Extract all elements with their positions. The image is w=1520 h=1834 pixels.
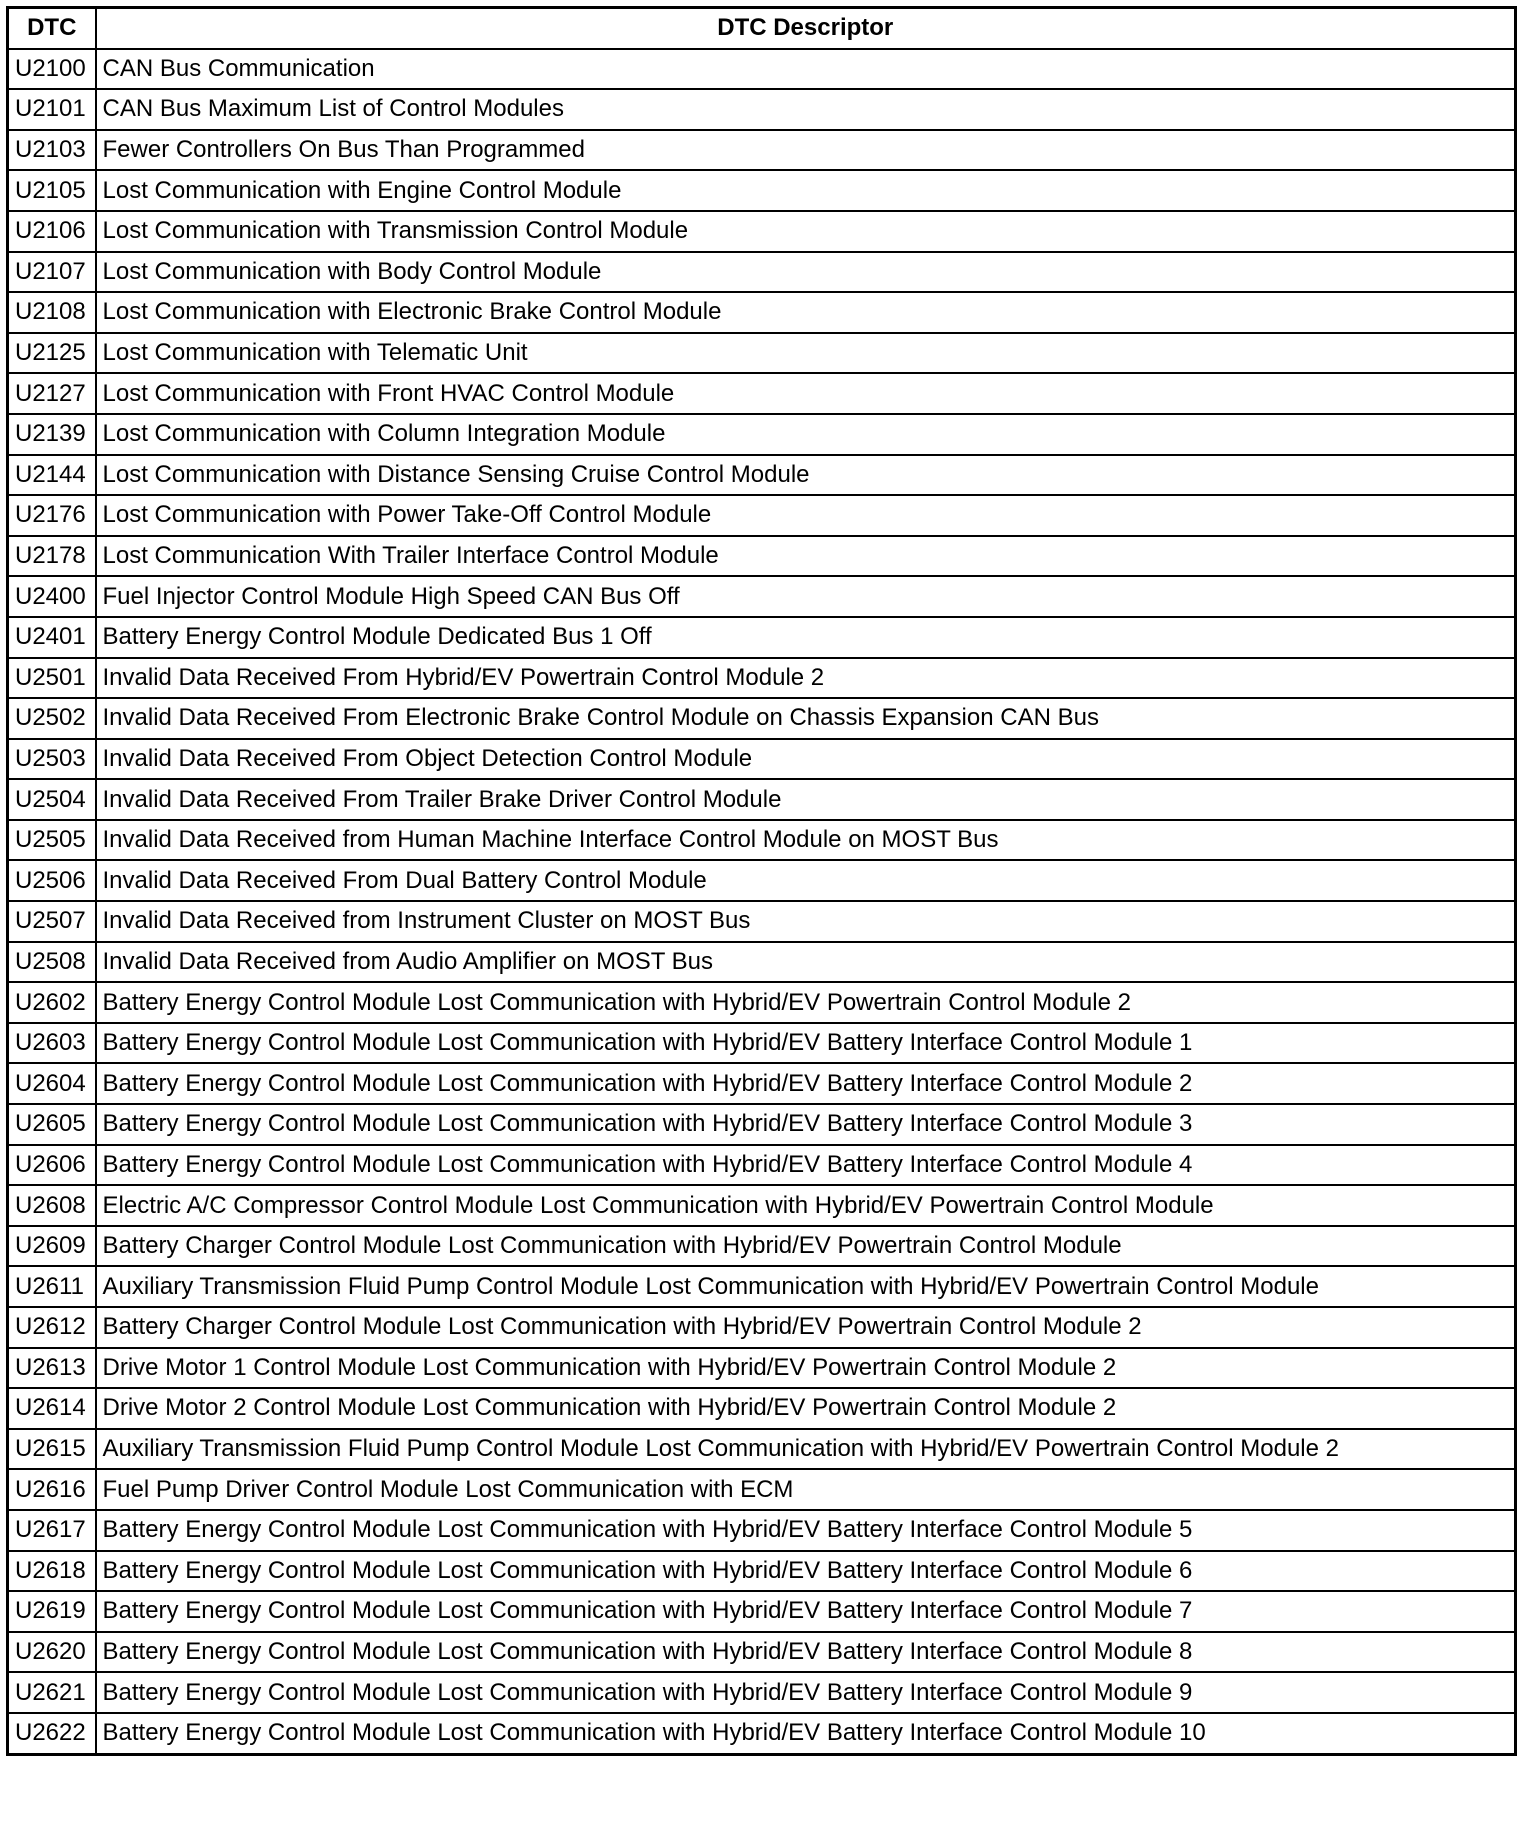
dtc-descriptor-cell: Lost Communication with Front HVAC Control Module: [96, 373, 1516, 414]
dtc-code-cell: U2606: [8, 1145, 96, 1186]
dtc-table: [6, 6, 1517, 1756]
dtc-descriptor-cell: CAN Bus Maximum List of Control Modules: [96, 89, 1516, 130]
dtc-descriptor-cell: Battery Energy Control Module Lost Communication with Hybrid/EV Battery Interface Control Module 9: [96, 1672, 1516, 1713]
dtc-descriptor-cell: Battery Charger Control Module Lost Communication with Hybrid/EV Powertrain Control Module 2: [96, 1307, 1516, 1348]
dtc-descriptor-cell: Fuel Pump Driver Control Module Lost Communication with ECM: [96, 1469, 1516, 1510]
table-row: [8, 576, 1516, 617]
dtc-code-cell: U2605: [8, 1104, 96, 1145]
dtc-descriptor-cell: Drive Motor 2 Control Module Lost Communication with Hybrid/EV Powertrain Control Module 2: [96, 1388, 1516, 1429]
dtc-code-cell: U2139: [8, 414, 96, 455]
dtc-code-cell: U2620: [8, 1632, 96, 1673]
dtc-code-cell: U2506: [8, 860, 96, 901]
dtc-descriptor-cell: Invalid Data Received from Instrument Cluster on MOST Bus: [96, 901, 1516, 942]
dtc-code-cell: U2612: [8, 1307, 96, 1348]
dtc-code-cell: U2100: [8, 49, 96, 90]
table-row: [8, 1307, 1516, 1348]
dtc-code-cell: U2108: [8, 292, 96, 333]
dtc-descriptor-cell: Battery Energy Control Module Lost Communication with Hybrid/EV Battery Interface Control Module 10: [96, 1713, 1516, 1754]
dtc-descriptor-cell: Invalid Data Received From Hybrid/EV Powertrain Control Module 2: [96, 658, 1516, 699]
dtc-code-cell: U2617: [8, 1510, 96, 1551]
dtc-code-cell: U2178: [8, 536, 96, 577]
dtc-descriptor-cell: Lost Communication with Power Take-Off Control Module: [96, 495, 1516, 536]
dtc-code-cell: U2106: [8, 211, 96, 252]
dtc-descriptor-cell: Invalid Data Received From Electronic Brake Control Module on Chassis Expansion CAN Bus: [96, 698, 1516, 739]
dtc-descriptor-cell: Lost Communication with Engine Control Module: [96, 170, 1516, 211]
table-row: [8, 1469, 1516, 1510]
table-row: [8, 1551, 1516, 1592]
dtc-descriptor-cell: Battery Energy Control Module Dedicated Bus 1 Off: [96, 617, 1516, 658]
header-row: [8, 8, 1516, 49]
table-row: [8, 292, 1516, 333]
table-row: [8, 333, 1516, 374]
table-row: [8, 942, 1516, 983]
table-row: [8, 779, 1516, 820]
table-row: [8, 1632, 1516, 1673]
dtc-descriptor-cell: Lost Communication with Distance Sensing Cruise Control Module: [96, 455, 1516, 496]
table-row: [8, 1023, 1516, 1064]
dtc-descriptor-cell: Battery Energy Control Module Lost Communication with Hybrid/EV Battery Interface Control Module 8: [96, 1632, 1516, 1673]
table-body: [8, 49, 1516, 1754]
dtc-descriptor-cell: Lost Communication With Trailer Interface Control Module: [96, 536, 1516, 577]
dtc-code-cell: U2127: [8, 373, 96, 414]
dtc-descriptor-cell: Battery Energy Control Module Lost Communication with Hybrid/EV Battery Interface Control Module 7: [96, 1591, 1516, 1632]
table-row: [8, 1104, 1516, 1145]
table-row: [8, 1510, 1516, 1551]
dtc-descriptor-cell: Lost Communication with Transmission Control Module: [96, 211, 1516, 252]
dtc-descriptor-cell: Battery Energy Control Module Lost Communication with Hybrid/EV Battery Interface Control Module 2: [96, 1063, 1516, 1104]
dtc-descriptor-cell: Lost Communication with Telematic Unit: [96, 333, 1516, 374]
table-row: [8, 739, 1516, 780]
table-row: [8, 130, 1516, 171]
dtc-descriptor-cell: Battery Energy Control Module Lost Communication with Hybrid/EV Battery Interface Control Module 3: [96, 1104, 1516, 1145]
table-row: [8, 495, 1516, 536]
table-row: [8, 1266, 1516, 1307]
dtc-descriptor-cell: Invalid Data Received From Object Detection Control Module: [96, 739, 1516, 780]
dtc-code-cell: U2125: [8, 333, 96, 374]
dtc-code-cell: U2105: [8, 170, 96, 211]
dtc-code-cell: U2103: [8, 130, 96, 171]
dtc-code-cell: U2602: [8, 982, 96, 1023]
dtc-descriptor-cell: Invalid Data Received From Trailer Brake Driver Control Module: [96, 779, 1516, 820]
table-row: [8, 1348, 1516, 1389]
table-row: [8, 1063, 1516, 1104]
dtc-code-cell: U2507: [8, 901, 96, 942]
dtc-code-cell: U2503: [8, 739, 96, 780]
table-row: [8, 982, 1516, 1023]
dtc-descriptor-cell: Lost Communication with Column Integration Module: [96, 414, 1516, 455]
table-row: [8, 901, 1516, 942]
table-row: [8, 860, 1516, 901]
dtc-code-cell: U2616: [8, 1469, 96, 1510]
table-row: [8, 1226, 1516, 1267]
dtc-code-cell: U2144: [8, 455, 96, 496]
dtc-code-cell: U2603: [8, 1023, 96, 1064]
table-row: [8, 1429, 1516, 1470]
dtc-descriptor-cell: Battery Charger Control Module Lost Communication with Hybrid/EV Powertrain Control Module: [96, 1226, 1516, 1267]
dtc-code-cell: U2504: [8, 779, 96, 820]
table-row: [8, 455, 1516, 496]
column-header-dtc: DTC: [8, 8, 96, 49]
table-row: [8, 536, 1516, 577]
table-row: [8, 1713, 1516, 1754]
table-header: [8, 8, 1516, 49]
table-row: [8, 211, 1516, 252]
dtc-code-cell: U2611: [8, 1266, 96, 1307]
dtc-code-cell: U2613: [8, 1348, 96, 1389]
dtc-code-cell: U2502: [8, 698, 96, 739]
dtc-code-cell: U2176: [8, 495, 96, 536]
column-header-descriptor: DTC Descriptor: [96, 8, 1516, 49]
dtc-code-cell: U2604: [8, 1063, 96, 1104]
dtc-code-cell: U2608: [8, 1185, 96, 1226]
dtc-descriptor-cell: Battery Energy Control Module Lost Communication with Hybrid/EV Battery Interface Control Module 4: [96, 1145, 1516, 1186]
table-row: [8, 414, 1516, 455]
dtc-code-cell: U2621: [8, 1672, 96, 1713]
table-row: [8, 1388, 1516, 1429]
table-row: [8, 698, 1516, 739]
dtc-descriptor-cell: Fuel Injector Control Module High Speed CAN Bus Off: [96, 576, 1516, 617]
dtc-descriptor-cell: Fewer Controllers On Bus Than Programmed: [96, 130, 1516, 171]
dtc-descriptor-cell: Invalid Data Received from Human Machine Interface Control Module on MOST Bus: [96, 820, 1516, 861]
dtc-descriptor-cell: CAN Bus Communication: [96, 49, 1516, 90]
dtc-code-cell: U2101: [8, 89, 96, 130]
dtc-descriptor-cell: Battery Energy Control Module Lost Communication with Hybrid/EV Powertrain Control Module 2: [96, 982, 1516, 1023]
dtc-code-cell: U2401: [8, 617, 96, 658]
dtc-descriptor-cell: Lost Communication with Body Control Module: [96, 252, 1516, 293]
dtc-code-cell: U2609: [8, 1226, 96, 1267]
dtc-code-cell: U2618: [8, 1551, 96, 1592]
dtc-code-cell: U2614: [8, 1388, 96, 1429]
dtc-descriptor-cell: Invalid Data Received from Audio Amplifier on MOST Bus: [96, 942, 1516, 983]
dtc-code-cell: U2622: [8, 1713, 96, 1754]
dtc-code-cell: U2615: [8, 1429, 96, 1470]
table-row: [8, 1145, 1516, 1186]
dtc-descriptor-cell: Battery Energy Control Module Lost Communication with Hybrid/EV Battery Interface Control Module 5: [96, 1510, 1516, 1551]
table-row: [8, 658, 1516, 699]
table-row: [8, 1185, 1516, 1226]
table-row: [8, 617, 1516, 658]
dtc-descriptor-cell: Lost Communication with Electronic Brake Control Module: [96, 292, 1516, 333]
table-row: [8, 1672, 1516, 1713]
table-row: [8, 373, 1516, 414]
dtc-code-cell: U2508: [8, 942, 96, 983]
table-row: [8, 89, 1516, 130]
table-row: [8, 49, 1516, 90]
dtc-descriptor-cell: Battery Energy Control Module Lost Communication with Hybrid/EV Battery Interface Control Module 1: [96, 1023, 1516, 1064]
table-row: [8, 1591, 1516, 1632]
dtc-code-cell: U2505: [8, 820, 96, 861]
dtc-descriptor-cell: Auxiliary Transmission Fluid Pump Control Module Lost Communication with Hybrid/EV Powertrain Control Module 2: [96, 1429, 1516, 1470]
dtc-descriptor-cell: Drive Motor 1 Control Module Lost Communication with Hybrid/EV Powertrain Control Module 2: [96, 1348, 1516, 1389]
dtc-descriptor-cell: Invalid Data Received From Dual Battery Control Module: [96, 860, 1516, 901]
table-row: [8, 252, 1516, 293]
dtc-code-cell: U2619: [8, 1591, 96, 1632]
dtc-descriptor-cell: Auxiliary Transmission Fluid Pump Control Module Lost Communication with Hybrid/EV Powertrain Control Module: [96, 1266, 1516, 1307]
dtc-descriptor-cell: Electric A/C Compressor Control Module Lost Communication with Hybrid/EV Powertrain Control Module: [96, 1185, 1516, 1226]
dtc-code-cell: U2107: [8, 252, 96, 293]
table-row: [8, 820, 1516, 861]
dtc-descriptor-cell: Battery Energy Control Module Lost Communication with Hybrid/EV Battery Interface Control Module 6: [96, 1551, 1516, 1592]
dtc-code-cell: U2501: [8, 658, 96, 699]
table-row: [8, 170, 1516, 211]
dtc-code-cell: U2400: [8, 576, 96, 617]
